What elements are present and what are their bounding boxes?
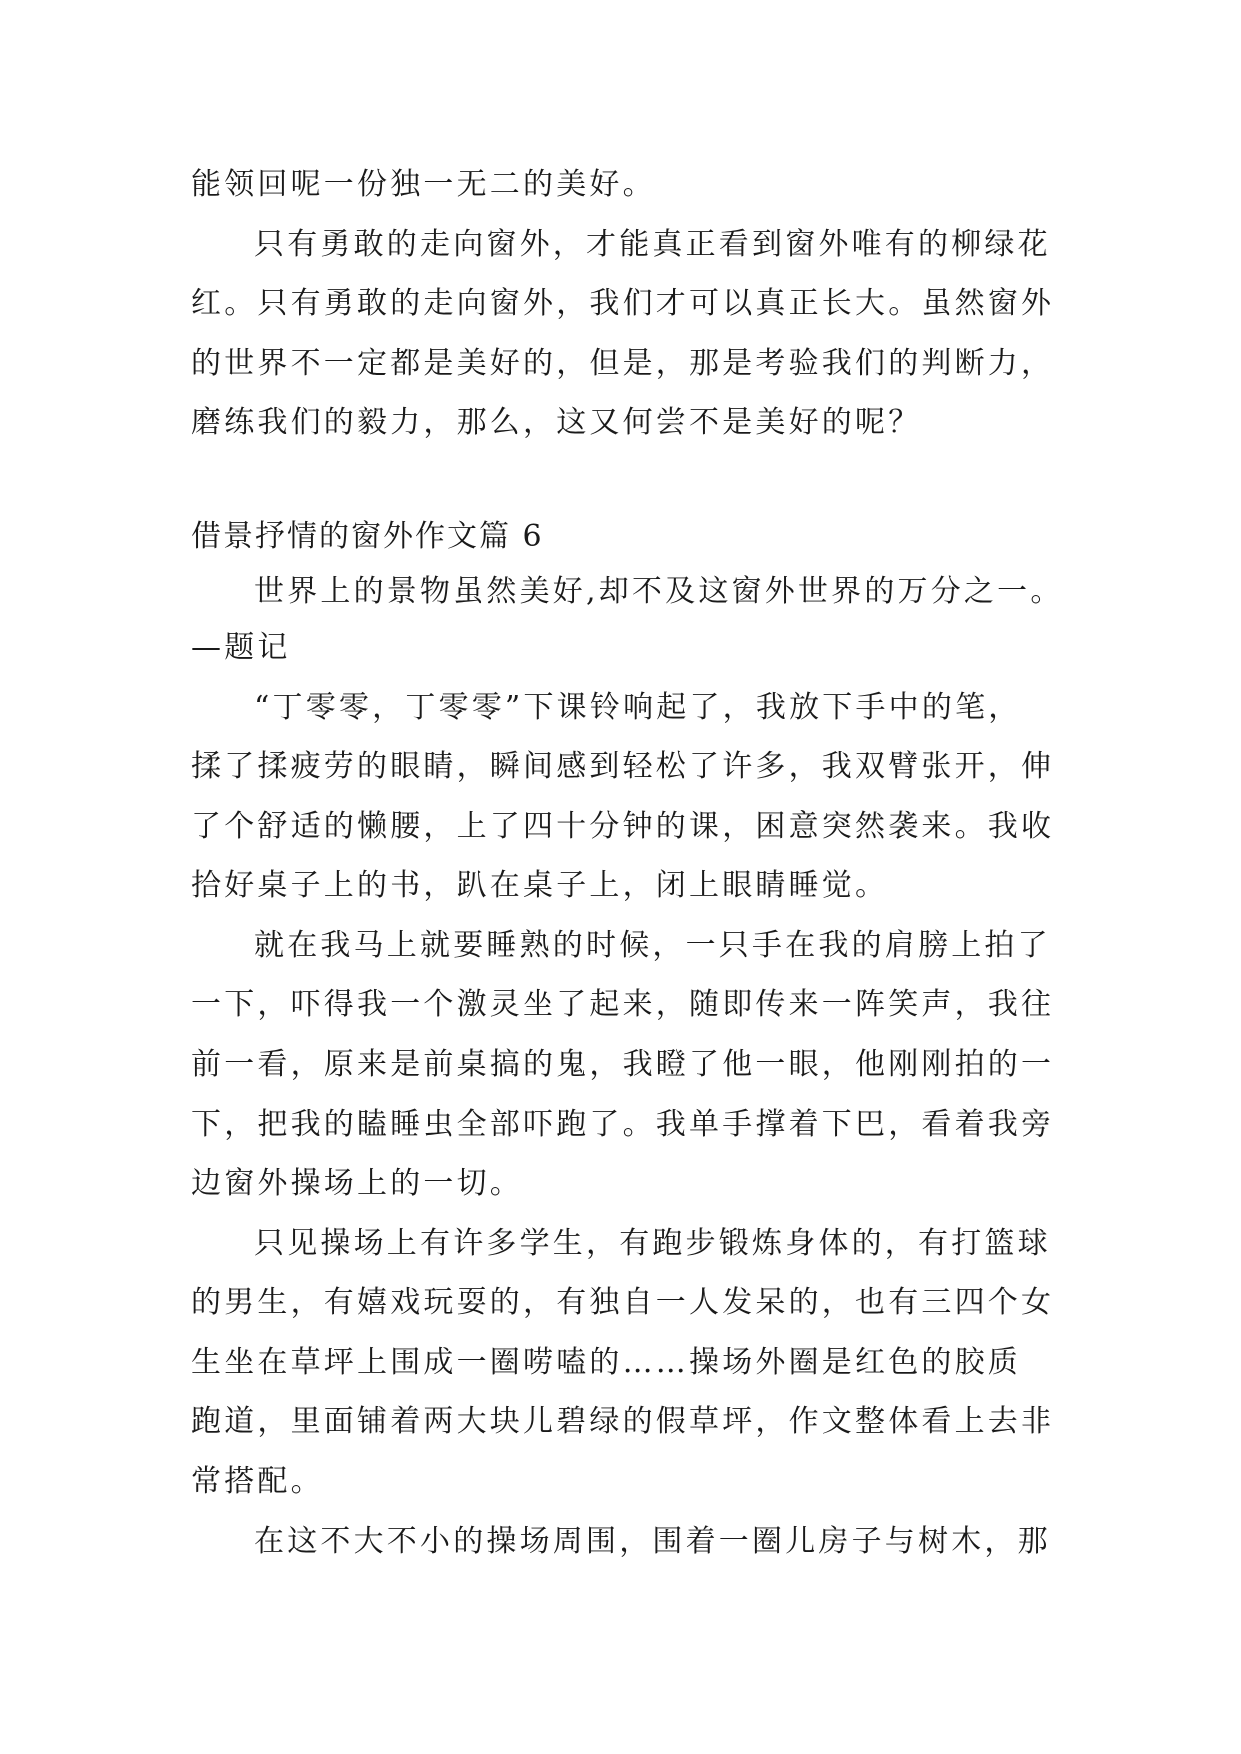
text-line: 只见操场上有许多学生，有跑步锻炼身体的，有打篮球 xyxy=(254,1226,1051,1261)
text-line: 在这不大不小的操场周围，围着一圈儿房子与树木，那 xyxy=(254,1524,1051,1559)
text-line: 跑道，里面铺着两大块儿碧绿的假草坪，作文整体看上去非 xyxy=(191,1404,1055,1439)
text-line: 世界上的景物虽然美好,却不及这窗外世界的万分之一。 xyxy=(254,574,1064,609)
text-line: 只有勇敢的走向窗外，才能真正看到窗外唯有的柳绿花 xyxy=(254,227,1051,262)
text-line: 就在我马上就要睡熟的时候，一只手在我的肩膀上拍了 xyxy=(254,928,1051,963)
text-line: 了个舒适的懒腰，上了四十分钟的课，困意突然袭来。我收 xyxy=(191,809,1055,844)
text-line: “丁零零，丁零零”下课铃响起了，我放下手中的笔， xyxy=(254,690,1022,725)
text-line: 边窗外操场上的一切。 xyxy=(191,1166,523,1201)
text-line: 揉了揉疲劳的眼睛，瞬间感到轻松了许多，我双臂张开，伸 xyxy=(191,749,1055,784)
text-line: 能领回呢一份独一无二的美好。 xyxy=(191,167,656,202)
section-heading: 借景抒情的窗外作文篇 6 xyxy=(191,519,544,554)
text-line: 生坐在草坪上围成一圈唠嗑的……操场外圈是红色的胶质 xyxy=(191,1345,1021,1380)
text-line: 的男生，有嬉戏玩耍的，有独自一人发呆的，也有三四个女 xyxy=(191,1285,1055,1320)
text-line: 一下，吓得我一个激灵坐了起来，随即传来一阵笑声，我往 xyxy=(191,987,1055,1022)
text-line: 常搭配。 xyxy=(191,1464,324,1499)
text-line: 下，把我的瞌睡虫全部吓跑了。我单手撑着下巴，看着我旁 xyxy=(191,1107,1055,1142)
text-line: —题记 xyxy=(191,630,291,665)
text-line: 拾好桌子上的书，趴在桌子上，闭上眼睛睡觉。 xyxy=(191,868,889,903)
text-line: 磨练我们的毅力，那么，这又何尝不是美好的呢？ xyxy=(191,405,922,440)
text-line: 前一看，原来是前桌搞的鬼，我瞪了他一眼，他刚刚拍的一 xyxy=(191,1047,1055,1082)
text-line: 红。只有勇敢的走向窗外，我们才可以真正长大。虽然窗外 xyxy=(191,286,1055,321)
text-line: 的世界不一定都是美好的，但是，那是考验我们的判断力， xyxy=(191,346,1055,381)
